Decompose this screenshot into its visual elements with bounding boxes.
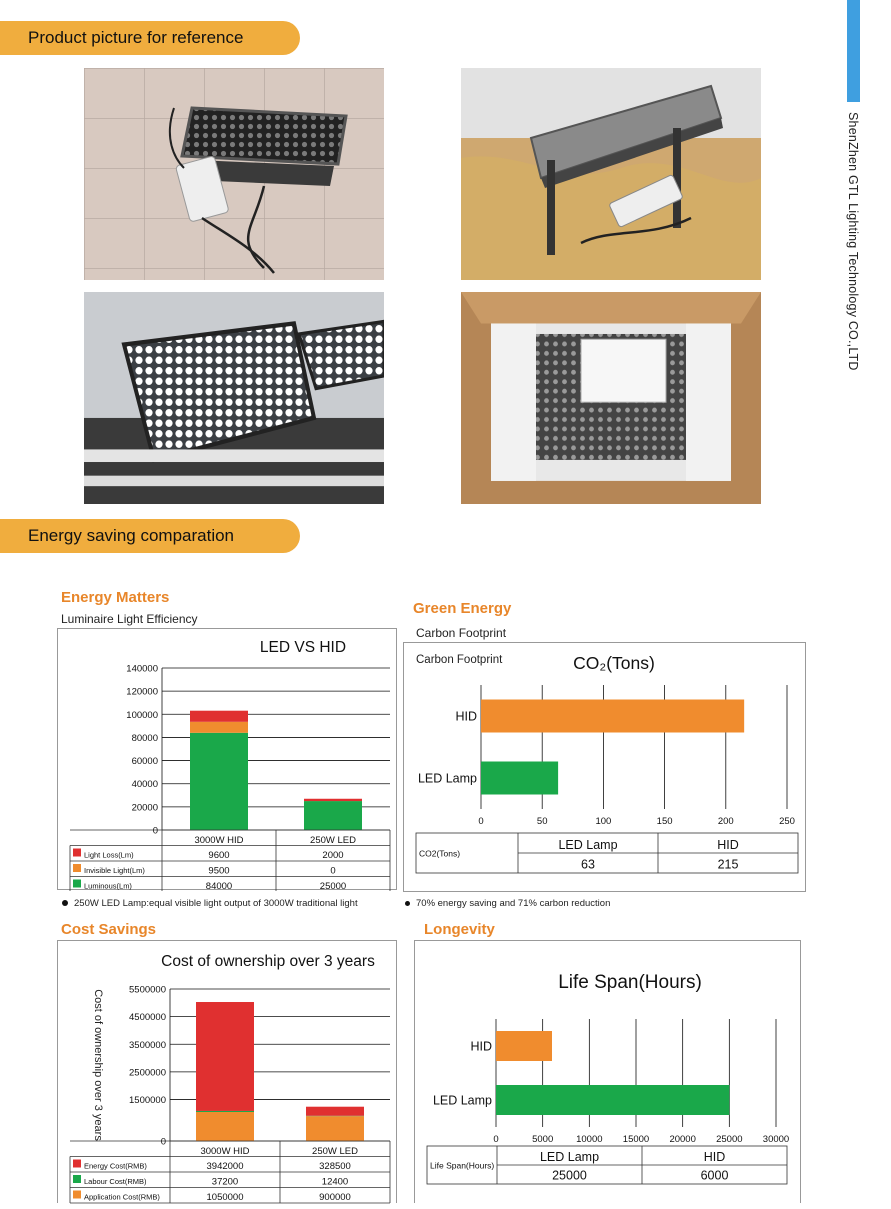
bar: [481, 762, 558, 795]
x-tick-label: 3000W HID: [194, 835, 243, 846]
x-tick-label: 20000: [669, 1134, 695, 1145]
bar: [496, 1031, 552, 1061]
y-axis-label: Cost of ownership over 3 years: [92, 989, 104, 1141]
y-tick-label: 2500000: [129, 1067, 166, 1078]
section-banner-energy-saving: Energy saving comparation: [0, 519, 300, 553]
x-tick-label: 150: [657, 816, 673, 827]
x-tick-label: 50: [537, 816, 548, 827]
y-tick-label: 0: [161, 1137, 166, 1148]
x-tick-label: 100: [595, 816, 611, 827]
table-header: HID: [704, 1150, 726, 1164]
chart-title: CO₂(Tons): [573, 653, 655, 673]
green-energy-subheading: Carbon Footprint: [416, 626, 506, 640]
y-tick-label: 4500000: [129, 1012, 166, 1023]
note-text: 250W LED Lamp:equal visible light output of 3000W traditional light: [74, 898, 358, 909]
table-header: LED Lamp: [558, 838, 617, 852]
note-text: 70% energy saving and 71% carbon reduction: [416, 898, 610, 909]
table-value: 25000: [552, 1169, 587, 1183]
legend-swatch: [73, 849, 81, 857]
category-label: LED Lamp: [433, 1094, 492, 1108]
chart-panel-cost: [57, 940, 397, 1203]
chart-title: LED VS HID: [260, 639, 346, 656]
x-tick-label: 250W LED: [312, 1146, 358, 1157]
category-label: LED Lamp: [418, 772, 477, 786]
legend-swatch: [73, 1160, 81, 1168]
chart-title: Life Span(Hours): [558, 972, 702, 993]
category-label: HID: [470, 1040, 492, 1054]
x-tick-label: 3000W HID: [200, 1146, 249, 1157]
x-tick-label: 5000: [532, 1134, 553, 1145]
chart-panel-light-efficiency: [57, 628, 397, 890]
cost-savings-heading: Cost Savings: [61, 921, 156, 938]
table-value: 84000: [206, 881, 232, 891]
company-name: ShenZhen GTL Lighting Technology CO.,LTD: [846, 112, 860, 371]
table-value: 25000: [320, 881, 346, 891]
y-tick-label: 80000: [132, 733, 158, 744]
table-value: 3942000: [207, 1161, 244, 1172]
table-value: 63: [581, 858, 595, 872]
bar-segment: [190, 722, 248, 733]
x-tick-label: 30000: [763, 1134, 789, 1145]
table-value: 2000: [322, 850, 343, 861]
table-header: HID: [717, 838, 739, 852]
x-tick-label: 10000: [576, 1134, 602, 1145]
table-header: LED Lamp: [540, 1150, 599, 1164]
y-tick-label: 140000: [126, 664, 158, 675]
legend-swatch: [73, 1191, 81, 1199]
bar-segment: [190, 733, 248, 830]
x-tick-label: 0: [493, 1134, 498, 1145]
y-tick-label: 60000: [132, 756, 158, 767]
table-row-label: CO2(Tons): [419, 849, 460, 859]
energy-matters-heading: Energy Matters: [61, 589, 169, 606]
x-tick-label: 250: [779, 816, 795, 827]
chart-panel-carbon: [403, 642, 806, 892]
x-tick-label: 0: [478, 816, 483, 827]
chart-corner-label: Carbon Footprint: [416, 654, 503, 666]
bar-segment: [190, 711, 248, 722]
legend-swatch: [73, 880, 81, 888]
energy-matters-subheading: Luminaire Light Efficiency: [61, 612, 198, 626]
bar-segment: [306, 1116, 364, 1141]
legend-label: Light Loss(Lm): [84, 851, 134, 860]
section-banner-product-pictures: Product picture for reference: [0, 21, 300, 55]
legend-label: Energy Cost(RMB): [84, 1162, 147, 1171]
green-energy-heading: Green Energy: [413, 600, 511, 617]
x-tick-label: 25000: [716, 1134, 742, 1145]
bar-segment: [196, 1002, 254, 1111]
chart-title: Cost of ownership over 3 years: [161, 953, 375, 970]
chart-carbon-footprint: [404, 643, 807, 893]
chart-light-efficiency: [58, 629, 398, 891]
product-photo-4: [461, 292, 761, 504]
table-value: 9500: [208, 866, 229, 877]
table-value: 215: [718, 858, 739, 872]
bullet-icon: [405, 901, 410, 906]
table-value: 1050000: [207, 1192, 244, 1203]
y-tick-label: 5500000: [129, 985, 166, 996]
x-tick-label: 15000: [623, 1134, 649, 1145]
table-row-label: Life Span(Hours): [430, 1161, 494, 1171]
product-photo-3: [84, 292, 384, 504]
y-tick-label: 100000: [126, 710, 158, 721]
brand-color-strip: [847, 0, 860, 102]
longevity-heading: Longevity: [424, 921, 495, 938]
table-value: 0: [330, 866, 335, 877]
x-tick-label: 250W LED: [310, 835, 356, 846]
legend-swatch: [73, 864, 81, 872]
x-tick-label: 200: [718, 816, 734, 827]
y-tick-label: 20000: [132, 802, 158, 813]
legend-swatch: [73, 1175, 81, 1183]
y-tick-label: 1500000: [129, 1095, 166, 1106]
table-value: 9600: [208, 850, 229, 861]
chart-life-span: [415, 941, 802, 1204]
bar: [481, 700, 744, 733]
bar-segment: [304, 799, 362, 801]
y-tick-label: 40000: [132, 779, 158, 790]
bar-segment: [196, 1111, 254, 1112]
legend-label: Application Cost(RMB): [84, 1193, 160, 1202]
y-tick-label: 120000: [126, 687, 158, 698]
green-energy-note: [405, 898, 610, 909]
legend-label: Labour Cost(RMB): [84, 1177, 147, 1186]
legend-label: Luminous(Lm): [84, 882, 132, 891]
chart-panel-lifespan: [414, 940, 801, 1203]
bar-segment: [196, 1112, 254, 1141]
table-value: 37200: [212, 1177, 238, 1188]
table-value: 900000: [319, 1192, 351, 1203]
y-tick-label: 3500000: [129, 1040, 166, 1051]
bar-segment: [306, 1107, 364, 1116]
product-photo-2: [461, 68, 761, 280]
bullet-icon: [62, 900, 68, 906]
y-tick-label: 0: [153, 826, 158, 837]
table-value: 328500: [319, 1161, 351, 1172]
bar: [496, 1085, 729, 1115]
category-label: HID: [455, 710, 477, 724]
table-value: 12400: [322, 1177, 348, 1188]
product-photo-1: [84, 68, 384, 280]
legend-label: Invisible Light(Lm): [84, 866, 145, 875]
energy-matters-note: [62, 898, 358, 909]
bar-segment: [304, 801, 362, 830]
table-value: 6000: [701, 1169, 729, 1183]
chart-cost-ownership: [58, 941, 398, 1204]
